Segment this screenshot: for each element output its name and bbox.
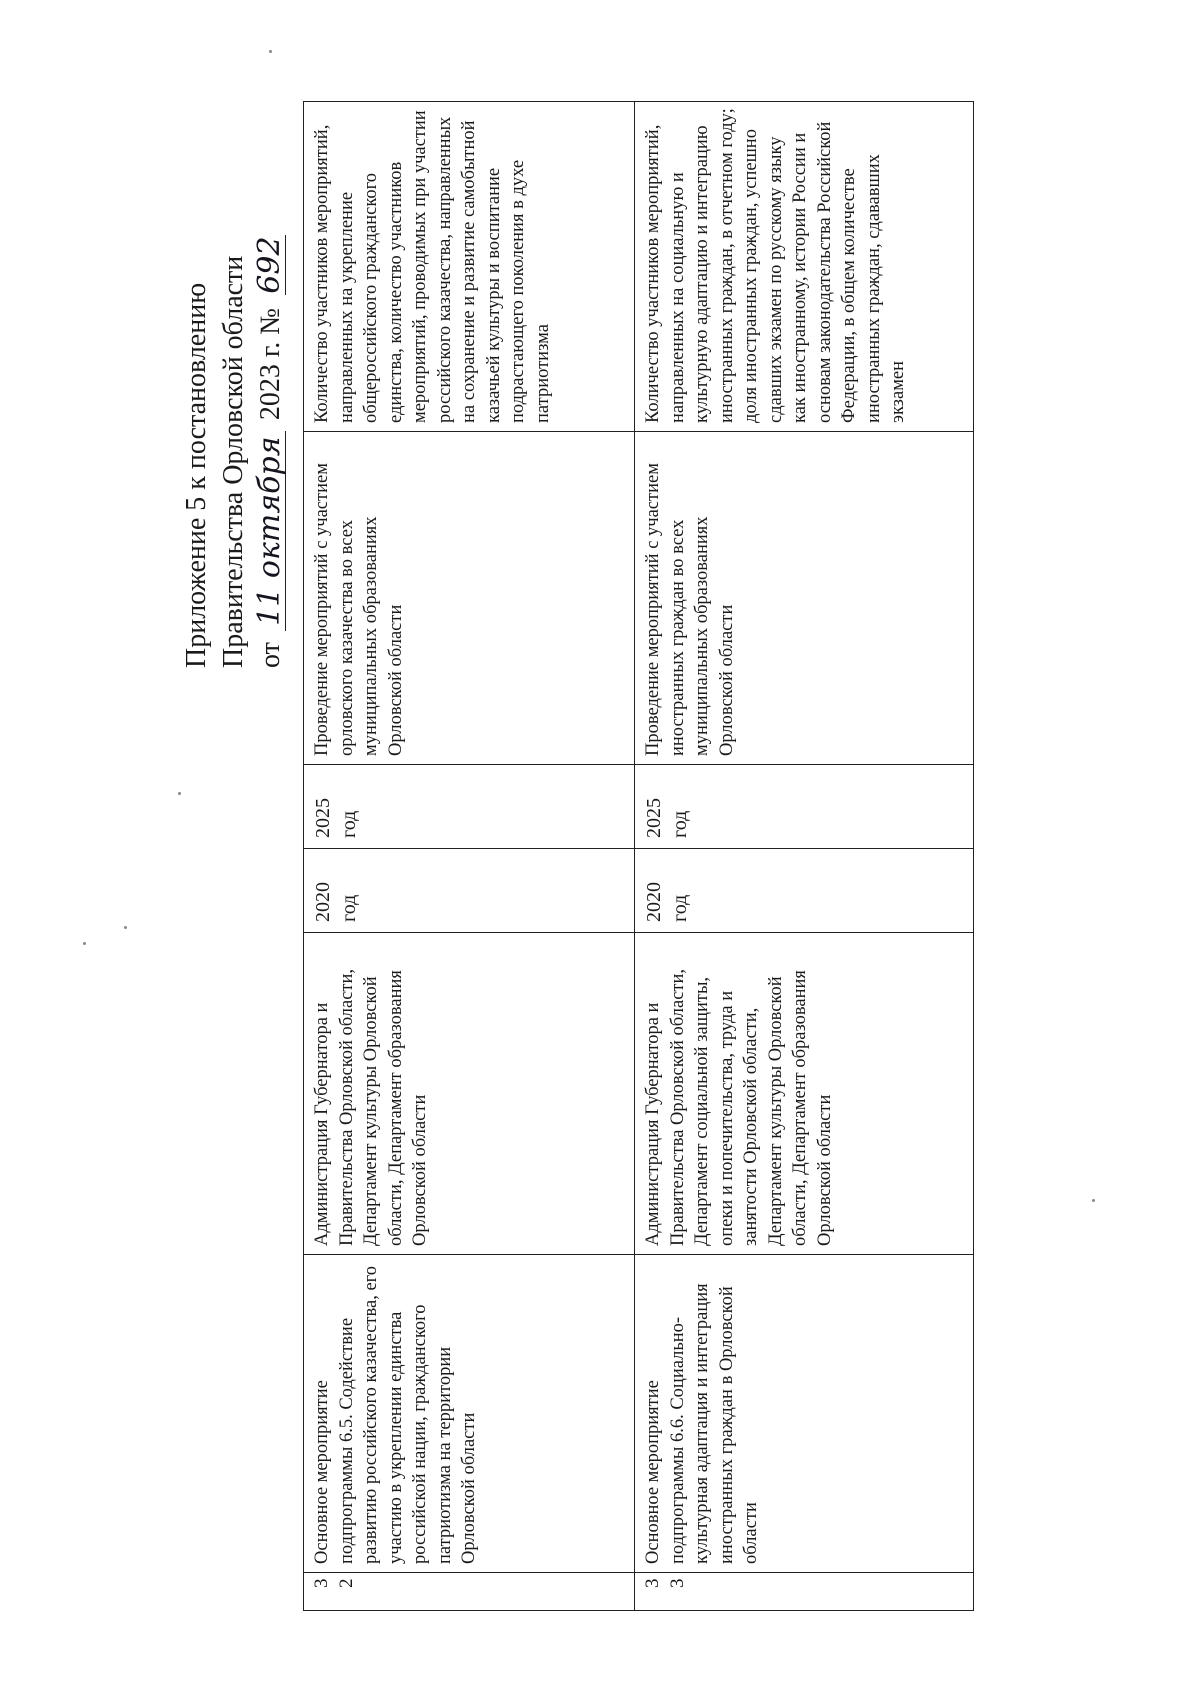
header-line-3: [252, 148, 289, 668]
executor-cell: Администрация Губернатора и Правительства Орловской области, Департамент культуры Орловской области, Департамент образования Орловской области: [304, 933, 635, 1255]
indicator-cell: Количество участников мероприятий, направленных на социальную и культурную адаптацию и интеграцию иностранных граждан, в отчетном году; доля иностранных граждан, успешно сдавших экзамен по русскому языку как иностранному, истории России и основам законодательства Российской Федерации, в общем количестве иностранных граждан, сдававших экзамен: [635, 102, 974, 432]
scan-speck: [178, 792, 181, 795]
header-line-1: Приложение 5 к постановлению: [181, 282, 212, 668]
program-activities-table: [303, 101, 974, 1611]
row-number: 33: [635, 1573, 974, 1611]
executor-cell: Администрация Губернатора и Правительства Орловской области, Департамент социальной защиты, опеки и попечительства, труда и занятости Орловской области, Департамент культуры Орловской области, Департамент образования Орловской области: [635, 933, 974, 1255]
end-year-cell: 2025 год: [635, 765, 974, 849]
table-row: [304, 102, 635, 1611]
document-header: [178, 148, 289, 668]
header-year: 2023 г. №: [255, 308, 286, 421]
end-year-cell: 2025 год: [304, 765, 635, 849]
handwritten-number: 692: [252, 236, 287, 294]
result-cell: Проведение мероприятий с участием иностранных граждан во всех муниципальных образованиях Орловской области: [635, 432, 974, 765]
scan-speck: [124, 926, 127, 929]
scan-speck: [1092, 1199, 1095, 1202]
header-line-2: Правительства Орловской области: [218, 255, 249, 668]
scan-speck: [83, 942, 86, 945]
handwritten-date: 11 октября: [255, 431, 286, 631]
header-from: от: [255, 642, 286, 668]
activity-cell: Основное мероприятие подпрограммы 6.6. Социально-культурная адаптация и интеграция иностранных граждан в Орловской области: [635, 1255, 974, 1573]
result-cell: Проведение мероприятий с участием орловского казачества во всех муниципальных образованиях Орловской области: [304, 432, 635, 765]
start-year-cell: 2020 год: [635, 849, 974, 933]
start-year-cell: 2020 год: [304, 849, 635, 933]
activity-cell: Основное мероприятие подпрограммы 6.5. Содействие развитию российского казачества, его участию в укреплении единства российской нации, гражданского патриотизма на территории Орловской области: [304, 1255, 635, 1573]
scan-speck: [269, 50, 272, 53]
table-row: [635, 102, 974, 1611]
row-number: 32: [304, 1573, 635, 1611]
indicator-cell: Количество участников мероприятий, направленных на укрепление общероссийского гражданского единства, количество участников мероприятий, проводимых при участии российского казачества, направленных на сохранение и развитие самобытной казачьей культуры и воспитание подрастающего поколения в духе патриотизма: [304, 102, 635, 432]
